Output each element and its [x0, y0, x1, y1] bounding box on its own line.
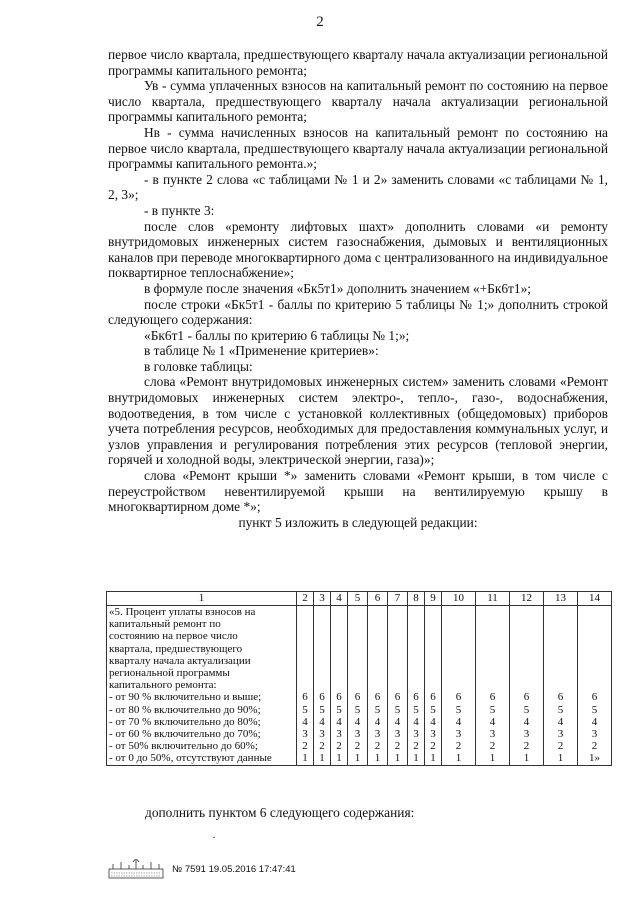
page-number: 2 — [316, 14, 324, 30]
criteria-table — [106, 591, 612, 766]
spacer — [348, 606, 367, 691]
paragraph-11: в головке таблицы: — [144, 358, 253, 374]
spacer — [544, 606, 577, 691]
value-column — [578, 606, 612, 766]
row-label: - от 70 % включительно до 80%; — [109, 715, 261, 728]
table-cell: 1» — [589, 752, 600, 765]
paragraph-9: «Бк6т1 - баллы по критерию 6 таблицы № 1;»; — [144, 327, 410, 343]
value-column — [331, 606, 348, 766]
spacer — [476, 606, 509, 691]
spacer — [368, 606, 387, 691]
value-column — [297, 606, 314, 766]
table-cell: 3 — [319, 727, 325, 740]
table-cell: 3 — [430, 727, 436, 740]
table-cell: 5 — [394, 703, 401, 716]
registration-stamp: № 7591 19.05.2016 17:47:41 — [172, 864, 296, 875]
table-cell: 4 — [523, 715, 530, 728]
table-cell: 2 — [374, 740, 381, 753]
table-cell: 6 — [374, 691, 381, 704]
table-cell: 2 — [354, 740, 361, 753]
table-cell: 6 — [523, 691, 530, 704]
table-cell: 1 — [394, 752, 401, 765]
table-cell: 5 — [302, 703, 308, 716]
table-cell: 5 — [489, 703, 496, 716]
header-cell: 14 — [578, 592, 612, 606]
criterion-description: «5. Процент уплаты взносов на капитальный ремонт по состоянию на первое число квартала, предшествующего кварталу начала актуализации региональной программы капитального ремонта: — [109, 606, 256, 692]
table-cell: 5 — [430, 703, 436, 716]
table-cell: 1 — [557, 752, 564, 765]
table-cell: 4 — [354, 715, 361, 728]
table-cell: 2 — [394, 740, 401, 753]
table-cell: 4 — [302, 715, 308, 728]
table-cell: 2 — [591, 740, 598, 753]
table-cell: 1 — [413, 752, 419, 765]
value-column — [388, 606, 408, 766]
value-column — [314, 606, 331, 766]
table-cell: 5 — [557, 703, 564, 716]
table-cell: 1 — [336, 752, 342, 765]
table-cell: 2 — [413, 740, 419, 753]
paragraph-6: после слов «ремонту лифтовых шахт» дополнить словами «и ремонту внутридомовых инженерных систем газоснабжения, дымовых и вентиляционных каналов при переводе многоквартирного дома с централизованного на индивидуальное поквартирное теплоснабжение»; — [108, 218, 608, 281]
header-cell: 11 — [476, 592, 510, 606]
table-header-row — [107, 592, 612, 606]
paragraph-8: после строки «Бк5т1 - баллы по критерию 5 таблицы № 1;» дополнить строкой следующего содержания: — [108, 296, 608, 328]
table-cell: 1 — [319, 752, 325, 765]
table-cell: 4 — [374, 715, 381, 728]
table-cell: 3 — [455, 727, 462, 740]
table-cell: 5 — [591, 703, 598, 716]
header-cell: 10 — [442, 592, 476, 606]
paragraph-1: первое число квартала, предшествующего кварталу начала актуализации региональной программы капитального ремонта; — [108, 47, 608, 78]
header-cell: 12 — [510, 592, 544, 606]
header-cell: 9 — [425, 592, 442, 606]
table-cell: 3 — [394, 727, 401, 740]
value-column — [510, 606, 544, 766]
table-cell: 2 — [319, 740, 325, 753]
spacer — [297, 606, 313, 691]
spacer — [578, 606, 611, 691]
paragraph-3: Нв - сумма начисленных взносов на капитальный ремонт по состоянию на первое число квартала, предшествующего кварталу начала актуализации региональной программы капитального ремонта.»; — [108, 124, 608, 172]
paragraph-5: - в пункте 3: — [144, 202, 215, 218]
row-label: - от 50% включительно до 60%; — [109, 740, 258, 753]
table-cell: 1 — [430, 752, 436, 765]
table-cell: 6 — [413, 691, 419, 704]
table-cell: 6 — [557, 691, 564, 704]
table-cell: 3 — [413, 727, 419, 740]
table-cell: 3 — [354, 727, 361, 740]
table-cell: 1 — [489, 752, 496, 765]
header-cell: 13 — [544, 592, 578, 606]
table-cell: 2 — [557, 740, 564, 753]
table-cell: 4 — [319, 715, 325, 728]
table-cell: 3 — [302, 727, 308, 740]
table-cell: 2 — [430, 740, 436, 753]
table-cell: 6 — [336, 691, 342, 704]
table-cell: 2 — [336, 740, 342, 753]
spacer — [331, 606, 347, 691]
table-cell: 4 — [336, 715, 342, 728]
row-labels-cell — [107, 606, 297, 766]
table-cell: 1 — [374, 752, 381, 765]
table-cell: 4 — [557, 715, 564, 728]
table-cell: 5 — [523, 703, 530, 716]
value-column — [425, 606, 442, 766]
table-cell: 4 — [430, 715, 436, 728]
table-cell: 5 — [354, 703, 361, 716]
spacer — [388, 606, 407, 691]
body-text — [108, 47, 608, 530]
table-cell: 4 — [455, 715, 462, 728]
table-cell: 5 — [374, 703, 381, 716]
table-cell: 6 — [394, 691, 401, 704]
table-cell: 2 — [523, 740, 530, 753]
value-column — [348, 606, 368, 766]
paragraph-12: слова «Ремонт внутридомовых инженерных систем» заменить словами «Ремонт внутридомовых инженерных систем электро-, тепло-, газо-, водоснабжения, водоотведения, в том числе с установкой коллективных (общедомовых) приборов учета потребления ресурсов, необходимых для предоставления коммунальных услуг, и узлов управления и регулирования потребления этих ресурсов (тепловой энергии, горячей и холодной воды, электрической энергии, газа)»; — [108, 374, 608, 468]
value-column — [476, 606, 510, 766]
table-row — [107, 606, 612, 766]
table-cell: 2 — [455, 740, 462, 753]
building-stamp-icon — [107, 857, 165, 881]
table-cell: 2 — [302, 740, 308, 753]
spacer — [314, 606, 330, 691]
table-cell: 6 — [455, 691, 462, 704]
table-cell: 6 — [319, 691, 325, 704]
paragraph-10: в таблице № 1 «Применение критериев»: — [144, 343, 379, 359]
table-cell: 6 — [430, 691, 436, 704]
table-cell: 1 — [523, 752, 530, 765]
table-cell: 1 — [354, 752, 361, 765]
table-cell: 4 — [394, 715, 401, 728]
value-column — [544, 606, 578, 766]
paragraph-13: слова «Ремонт крыши *» заменить словами «Ремонт крыши, в том числе с переустройством невентилируемой крыши на вентилируемую крышу в многоквартирном доме *»; — [108, 468, 608, 515]
paragraph-2: Ув - сумма уплаченных взносов на капитальный ремонт по состоянию на первое число квартала, предшествующего кварталу начала актуализации региональной программы капитального ремонта; — [108, 78, 608, 125]
paragraph-4: - в пункте 2 слова «с таблицами № 1 и 2» заменить словами «с таблицами № 1, 2, 3»; — [108, 171, 608, 203]
row-label: - от 80 % включительно до 90%; — [109, 703, 261, 716]
table-cell: 6 — [354, 691, 361, 704]
table-cell: 4 — [489, 715, 496, 728]
spacer — [408, 606, 424, 691]
table-cell: 1 — [302, 752, 308, 765]
header-cell: 1 — [107, 592, 297, 606]
spacer — [442, 606, 475, 691]
header-cell: 5 — [348, 592, 368, 606]
table-cell: 5 — [413, 703, 419, 716]
table-cell: 5 — [336, 703, 342, 716]
table-cell: 3 — [591, 727, 598, 740]
row-label: - от 90 % включительно и выше; — [109, 691, 262, 704]
table-cell: 6 — [302, 691, 308, 704]
row-label: - от 0 до 50%, отсутствуют данные — [109, 752, 272, 765]
header-cell: 7 — [388, 592, 408, 606]
table-cell: 4 — [413, 715, 419, 728]
table-cell: 6 — [489, 691, 496, 704]
paragraph-14: пункт 5 изложить в следующей редакции: — [238, 514, 478, 530]
table-cell: 3 — [374, 727, 381, 740]
header-cell: 4 — [331, 592, 348, 606]
table-cell: 1 — [455, 752, 462, 765]
value-column — [368, 606, 388, 766]
table-cell: 3 — [523, 727, 530, 740]
table-cell: 5 — [319, 703, 325, 716]
table-cell: 2 — [489, 740, 496, 753]
table-cell: 5 — [455, 703, 462, 716]
table-cell: 3 — [336, 727, 342, 740]
header-cell: 6 — [368, 592, 388, 606]
stray-mark: · — [212, 830, 216, 844]
after-table-text: дополнить пунктом 6 следующего содержания: — [145, 805, 415, 820]
spacer — [510, 606, 543, 691]
spacer — [425, 606, 441, 691]
row-label: - от 60 % включительно до 70%; — [109, 728, 261, 741]
header-cell: 3 — [314, 592, 331, 606]
paragraph-7: в формуле после значения «Бк5т1» дополнить значением «+Бк6т1»; — [144, 280, 532, 296]
table-cell: 3 — [489, 727, 496, 740]
table-cell: 3 — [557, 727, 564, 740]
header-cell: 2 — [297, 592, 314, 606]
value-column — [442, 606, 476, 766]
table-cell: 6 — [591, 691, 598, 704]
value-column — [408, 606, 425, 766]
table-cell: 4 — [591, 715, 598, 728]
header-cell: 8 — [408, 592, 425, 606]
